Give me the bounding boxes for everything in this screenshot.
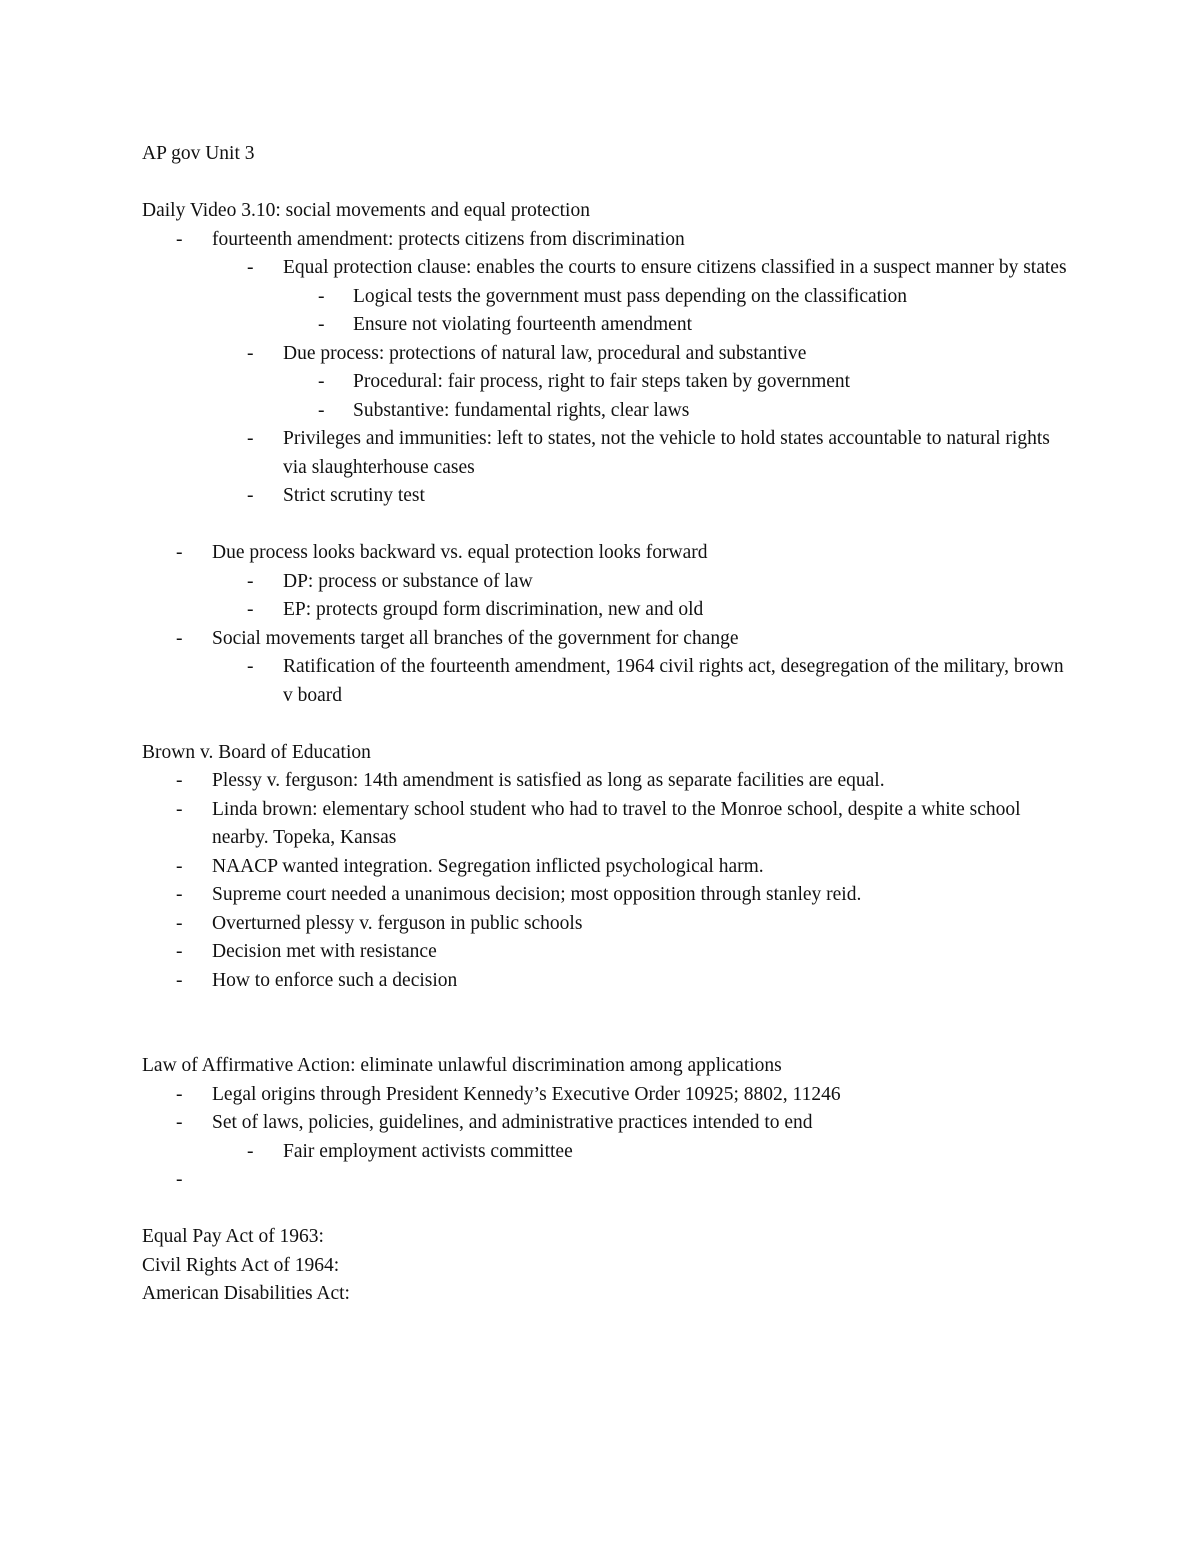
bullet-dash-icon: - xyxy=(318,371,325,392)
list-item-text: Due process: protections of natural law, procedural and substantive xyxy=(283,342,807,364)
bullet-dash-icon: - xyxy=(318,314,325,335)
bullet-dash-icon: - xyxy=(247,257,254,278)
bullet-dash-icon: - xyxy=(176,912,183,934)
list-item xyxy=(142,482,1072,511)
list-item xyxy=(142,568,1072,597)
list-item-text: Due process looks backward vs. equal protection looks forward xyxy=(212,542,708,563)
footer-line-civil-rights: Civil Rights Act of 1964: xyxy=(142,1254,340,1276)
list-item xyxy=(142,539,1072,568)
list-item xyxy=(142,226,1072,255)
document-page xyxy=(142,140,1072,1309)
bullet-dash-icon: - xyxy=(176,1169,183,1190)
list-item-text: Privileges and immunities: left to states, not the vehicle to hold states accountable to natural rights via slaughterhouse cases xyxy=(283,428,1050,478)
list-item-text: Logical tests the government must pass depending on the classification xyxy=(353,285,907,307)
spacer xyxy=(142,511,1072,540)
list-item-text: Fair employment activists committee xyxy=(283,1140,573,1162)
bullet-dash-icon: - xyxy=(247,342,254,364)
bullet-dash-icon: - xyxy=(176,1112,183,1133)
bullet-dash-icon: - xyxy=(247,599,254,620)
bullet-dash-icon: - xyxy=(176,1083,183,1105)
bullet-list-affirmative-action xyxy=(142,1081,1072,1195)
list-item xyxy=(142,397,1072,426)
bullet-list-brown xyxy=(142,767,1072,995)
list-item-text: Supreme court needed a unanimous decision; most opposition through stanley reid. xyxy=(212,884,862,905)
list-item xyxy=(142,967,1072,996)
list-item-text: Social movements target all branches of the government for change xyxy=(212,627,739,649)
bullet-dash-icon: - xyxy=(318,285,325,307)
section-heading-daily-video: Daily Video 3.10: social movements and equal protection xyxy=(142,200,590,221)
list-item xyxy=(142,653,1072,710)
list-item-text: Legal origins through President Kennedy’s Executive Order 10925; 8802, 11246 xyxy=(212,1083,841,1105)
spacer xyxy=(142,710,1072,739)
section-heading-brown: Brown v. Board of Education xyxy=(142,741,371,763)
list-item xyxy=(142,1109,1072,1138)
bullet-dash-icon: - xyxy=(176,798,183,820)
list-item-text: Ensure not violating fourteenth amendment xyxy=(353,314,692,335)
list-item-text: DP: process or substance of law xyxy=(283,570,533,592)
bullet-dash-icon: - xyxy=(176,228,183,250)
list-item-text: Decision met with resistance xyxy=(212,941,437,962)
spacer xyxy=(142,995,1072,1024)
list-item-text: Set of laws, policies, guidelines, and administrative practices intended to end xyxy=(212,1112,813,1133)
bullet-dash-icon: - xyxy=(176,884,183,905)
list-item xyxy=(142,425,1072,482)
document-title: AP gov Unit 3 xyxy=(142,143,255,164)
list-item xyxy=(142,881,1072,910)
list-item-text: Substantive: fundamental rights, clear laws xyxy=(353,399,690,421)
list-item xyxy=(142,340,1072,369)
list-item xyxy=(142,368,1072,397)
list-item xyxy=(142,625,1072,654)
list-item xyxy=(142,1081,1072,1110)
list-item xyxy=(142,1166,1072,1195)
bullet-list-due-process xyxy=(142,539,1072,710)
bullet-dash-icon: - xyxy=(176,542,183,563)
list-item-text: Linda brown: elementary school student who had to travel to the Monroe school, despite a white school nearby. Topeka, Kansas xyxy=(212,798,1021,848)
spacer xyxy=(142,1024,1072,1053)
list-item-text: Equal protection clause: enables the courts to ensure citizens classified in a suspect manner by states xyxy=(283,257,1067,278)
footer-line-disabilities: American Disabilities Act: xyxy=(142,1283,350,1304)
list-item xyxy=(142,853,1072,882)
spacer xyxy=(142,1195,1072,1224)
list-item-text: EP: protects groupd form discrimination, new and old xyxy=(283,599,704,620)
list-item xyxy=(142,910,1072,939)
bullet-dash-icon: - xyxy=(176,969,183,991)
bullet-dash-icon: - xyxy=(247,1140,254,1162)
bullet-dash-icon: - xyxy=(247,485,254,506)
list-item-text: fourteenth amendment: protects citizens from discrimination xyxy=(212,228,685,250)
bullet-dash-icon: - xyxy=(318,399,325,421)
list-item-text: Strict scrutiny test xyxy=(283,485,425,506)
list-item-text: NAACP wanted integration. Segregation inflicted psychological harm. xyxy=(212,855,764,877)
list-item xyxy=(142,796,1072,853)
list-item-text: Procedural: fair process, right to fair steps taken by government xyxy=(353,371,851,392)
list-item-text: Overturned plessy v. ferguson in public schools xyxy=(212,912,583,934)
section-heading-affirmative-action: Law of Affirmative Action: eliminate unlawful discrimination among applications xyxy=(142,1055,782,1076)
bullet-dash-icon: - xyxy=(176,941,183,962)
bullet-list-daily-video xyxy=(142,226,1072,511)
list-item xyxy=(142,1138,1072,1167)
spacer xyxy=(142,169,1072,198)
bullet-dash-icon: - xyxy=(176,855,183,877)
bullet-dash-icon: - xyxy=(247,428,254,449)
list-item xyxy=(142,254,1072,283)
list-item xyxy=(142,311,1072,340)
list-item-text: Plessy v. ferguson: 14th amendment is satisfied as long as separate facilities are equal. xyxy=(212,770,885,791)
bullet-dash-icon: - xyxy=(176,770,183,791)
list-item xyxy=(142,767,1072,796)
bullet-dash-icon: - xyxy=(247,656,254,677)
list-item-text: How to enforce such a decision xyxy=(212,969,458,991)
footer-line-equal-pay: Equal Pay Act of 1963: xyxy=(142,1226,324,1247)
list-item-text: Ratification of the fourteenth amendment, 1964 civil rights act, desegregation of the military, brown v board xyxy=(283,656,1064,706)
list-item xyxy=(142,596,1072,625)
bullet-dash-icon: - xyxy=(176,627,183,649)
list-item xyxy=(142,938,1072,967)
list-item xyxy=(142,283,1072,312)
bullet-dash-icon: - xyxy=(247,570,254,592)
